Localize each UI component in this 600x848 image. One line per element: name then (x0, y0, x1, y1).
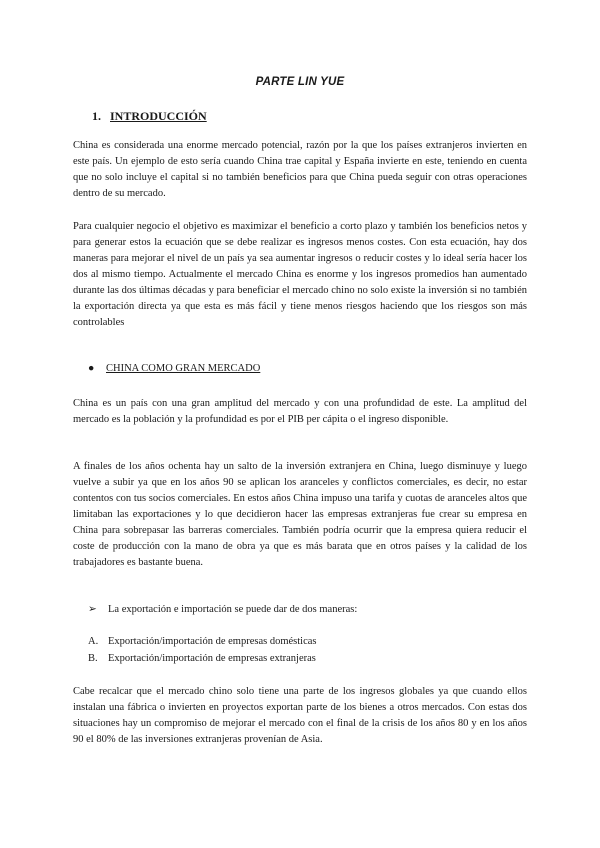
paragraph-market-2: A finales de los años ochenta hay un salto de la inversión extranjera en China, luego disminuye y luego vuelve a subir ya que en los años 90 se aplican los aranceles y conflictos comerciales, es decir, no estar contentos con tus socios comerciales. En estos años China impuso una tarifa y cuotas de aranceles altos que limitaban las exportaciones y lo que decidieron hacer las empresas extranjeras fue crear su empresa en China para sobrepasar las barreras comerciales. También podría ocurrir que la empresa quiera reducir el coste de producción con la mano de obra ya que es más barata que en otros países y la calidad de los trabajadores es bastante buena. (73, 461, 527, 568)
bullet-dot-icon: ● (88, 363, 95, 374)
section-heading (92, 109, 207, 124)
list-item-text: Exportación/importación de empresas extranjeras (108, 653, 316, 664)
paragraph-intro-2: Para cualquier negocio el objetivo es maximizar el beneficio a corto plazo y también los beneficios netos y para generar estos la ecuación que se debe realizar es ingresos menos costes. Con esta ecuación, hay dos maneras para mejorar el nivel de un país ya sea aumentar ingresos o reducir costes y lo ideal sería hacer los dos al mismo tiempo. Actualmente el mercado China es enorme y los ingresos promedios han aumentado durante las dos últimas décadas y para beneficiar el mercado chino no solo existe la inversión si no también la exportación directa ya que esta es más fácil y tiene menos riesgos haciendo que los riesgos son más controlables (73, 221, 527, 328)
paragraph-intro-1: China es considerada una enorme mercado potencial, razón por la que los países extranjeros invierten en este país. Un ejemplo de esto sería cuando China trae capital y España invierte en este, teniendo en cuenta que no solo incluye el capital si no también beneficios para que China pueda seguir con otras operaciones dentro de su mercado. (73, 140, 527, 199)
paragraph-market-1: China es un país con una gran amplitud del mercado y con una profundidad de este. La amplitud del mercado es la población y la profundidad es por el PIB per cápita o el ingreso disponible. (73, 398, 527, 425)
list-item (88, 636, 316, 647)
section-heading-text: INTRODUCCIÓN (110, 109, 207, 123)
section-number: 1. (92, 109, 101, 123)
list-item-letter: B. (88, 653, 98, 664)
list-item-text: Exportación/importación de empresas domésticas (108, 636, 317, 647)
list-item (88, 653, 316, 664)
paragraph-conclusion: Cabe recalcar que el mercado chino solo tiene una parte de los ingresos globales ya que cuando ellos instalan una fábrica o invierten en proyectos exportan parte de los bienes a otros mercados. Con estas dos situaciones hay un compromiso de mejorar el mercado con el final de la crisis de los años 80 y en los años 90 el 80% de las inversiones extranjeras provenían de Asia. (73, 686, 527, 745)
list-item-letter: A. (88, 636, 99, 647)
bullet-subheading-text: CHINA COMO GRAN MERCADO (106, 363, 261, 374)
page-title: PARTE LIN YUE (255, 76, 345, 88)
arrow-list-item (88, 603, 357, 615)
bullet-subheading (88, 363, 260, 374)
arrow-bullet-icon: ➢ (88, 604, 97, 615)
arrow-list-item-text: La exportación e importación se puede dar de dos maneras: (108, 604, 358, 615)
